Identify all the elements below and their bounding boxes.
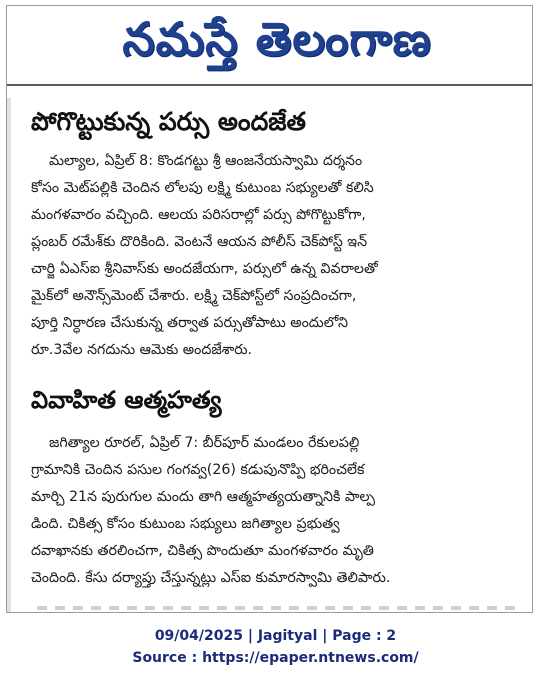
masthead-divider: [7, 84, 532, 86]
masthead-title: నమస్తే తెలంగాణ: [122, 12, 432, 66]
article-2-line: దవాఖానకు తరలించగా, చికిత్స పొందుతూ మంగళవారం మృతి: [31, 543, 374, 559]
article-1-line: చార్జి ఏఎస్ఐ శ్రీనివాస్‌కు అందజేయగా, పర్సులో ఉన్న వివరాలతో: [31, 261, 378, 277]
article-1-line: కోసం మెట్‌పల్లికి చెందిన లోలపు లక్ష్మి కుటుంబ సభ్యులతో కలిసి: [31, 180, 374, 196]
article-1-line: రూ.3వేల నగదును ఆమెకు అందజేశారు.: [31, 342, 253, 358]
article-2-heading: వివాహిత ఆత్మహత్య: [31, 386, 222, 414]
article-2-line: చెందింది. కేసు దర్యాప్తు చేస్తున్నట్లు ఎస్ఐ కుమారస్వామి తెలిపారు.: [31, 570, 391, 586]
article-2-body: [31, 430, 525, 592]
newspaper-clipping: [6, 5, 533, 613]
article-1-body: [31, 148, 525, 364]
article-2-line: జగిత్యాల రూరల్, ఏప్రిల్ 7: బీర్‌పూర్ మండలం రేకులపల్లి: [49, 435, 360, 451]
masthead-logo: [77, 14, 477, 76]
article-1-line: పూర్తి నిర్ధారణ చేసుకున్న తర్వాత పర్సుతోపాటు అందులోని: [31, 315, 348, 331]
footer-source: Source : https://epaper.ntnews.com/: [132, 650, 419, 666]
article-1-line: మైక్‌లో అనౌన్స్‌మెంట్ చేశారు. లక్ష్మి చెక్‌పోస్ట్‌లో సంప్రదించగా,: [31, 288, 357, 304]
article-1-heading: పోగొట్టుకున్న పర్సు అందజేత: [31, 107, 306, 136]
footer-date-edition: 09/04/2025 | Jagityal | Page : 2: [154, 628, 397, 644]
article-2-line: మార్చి 21న పురుగుల మందు తాగి ఆత్మహత్యయత్నానికి పాల్ప: [31, 489, 376, 505]
article-1-line: మల్యాల, ఏప్రిల్ 8: కొండగట్టు శ్రీ ఆంజనేయస్వామి దర్శనం: [49, 153, 363, 169]
article-2-line: డింది. చికిత్స కోసం కుటుంబ సభ్యులు జగిత్యాల ప్రభుత్వ: [31, 516, 340, 532]
article-1-line: ప్లంబర్ రమేశ్‌కు దొరికింది. వెంటనే ఆయన పోలీస్ చెక్‌పోస్ట్ ఇన్: [31, 234, 368, 250]
column-edge: [7, 98, 11, 612]
clipping-cut-edge: [37, 606, 517, 610]
article-2-line: గ్రామానికి చెందిన పసుల గంగవ్వ(26) కడుపునొప్పి భరించలేక: [31, 462, 365, 478]
article-1-line: మంగళవారం వచ్చింది. ఆలయ పరిసరాల్లో పర్సు పోగొట్టుకోగా,: [31, 207, 366, 223]
